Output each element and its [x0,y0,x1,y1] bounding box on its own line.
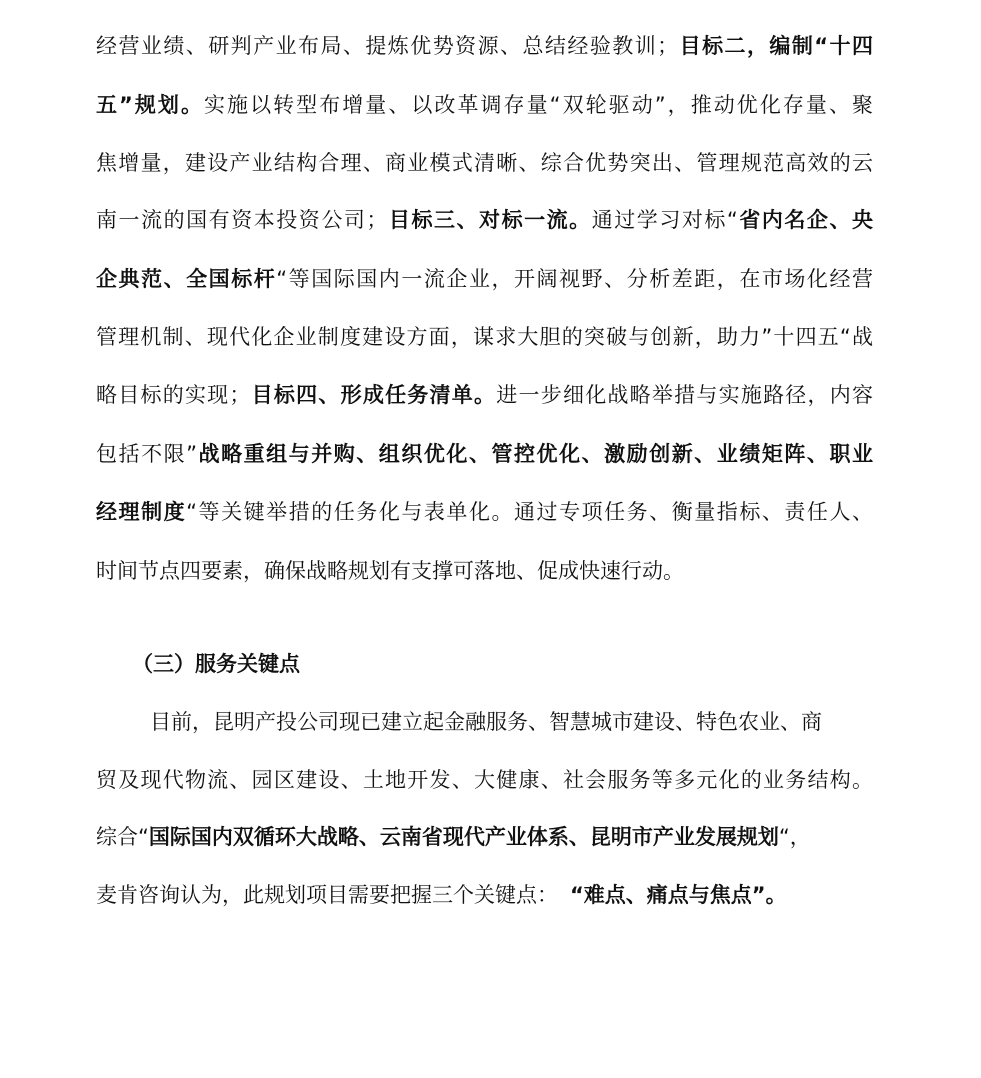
text-span: 进一步细化战略举措与实施路径，内容 [496,383,874,407]
section-heading: （三）服务关键点 [132,652,300,676]
text-span: “等关键举措的任务化与表单化。通过专项任务、衡量指标、责任人、 [186,500,873,524]
bold-text-span: 企典范、全国标杆 [96,267,277,291]
bold-text-span: “难点、痛点与焦点”。 [570,883,787,907]
text-span: 实施以转型布增量、以改革调存量“双轮驱动”，推动优化存量、聚 [204,93,873,117]
text-span: 贸及现代物流、园区建设、土地开发、大健康、社会服务等多元化的业务结构。 [96,768,873,792]
text-span: 包括不限” [96,442,198,466]
paragraph-line-9 [96,497,873,527]
paragraph-line-6 [96,322,873,352]
paragraph2-line-1 [150,707,940,737]
bold-text-span: 经理制度 [96,500,187,524]
text-span: 略目标的实现； [96,383,251,407]
text-span: 经营业绩、研判产业布局、提炼优势资源、总结经验教训； [96,34,679,58]
bold-text-span: 省内名企、央 [737,208,873,232]
text-span: 目前，昆明产投公司现已建立起金融服务、智慧城市建设、特色农业、商 [150,710,822,734]
bold-text-span: 战略重组与并购、组织优化、管控优化、激励创新、业绩矩阵、职业 [197,442,873,466]
paragraph2-line-2 [96,765,873,795]
paragraph-line-3 [96,148,873,178]
text-span: 综合“ [96,825,149,849]
bold-text-span: 目标二，编制“十四 [678,34,873,58]
paragraph-line-5 [96,264,873,294]
paragraph2-line-3 [96,822,886,852]
text-span: 焦增量，建设产业结构合理、商业模式清晰、综合优势突出、管理规范高效的云 [96,151,873,175]
paragraph-line-10 [96,556,886,586]
text-span: 通过学习对标“ [591,208,738,232]
paragraph-line-1 [96,31,873,61]
bold-text-span: 目标四、形成任务清单。 [250,383,497,407]
paragraph2-line-4 [96,880,886,910]
text-span: “等国际国内一流企业，开阔视野、分析差距，在市场化经营 [276,267,873,291]
paragraph-line-7 [96,380,873,410]
paragraph-line-2 [96,90,873,120]
bold-text-span: 国际国内双循环大战略、云南省现代产业体系、昆明市产业发展规划 [148,825,779,849]
text-span: “， [778,825,811,849]
text-span: 麦肯咨询认为，此规划项目需要把握三个关键点： [96,883,558,907]
paragraph-line-8 [96,439,873,469]
bold-text-span: 目标三、对标一流。 [387,208,592,232]
text-span: 时间节点四要素，确保战略规划有支撑可落地、促成快速行动。 [96,559,684,583]
text-span: 管理机制、现代化企业制度建设方面，谋求大胆的突破与创新，助力”十四五“战 [96,325,873,349]
text-span: 南一流的国有资本投资公司； [96,208,388,232]
paragraph-line-4 [96,205,873,235]
bold-text-span: 五”规划。 [96,93,205,117]
